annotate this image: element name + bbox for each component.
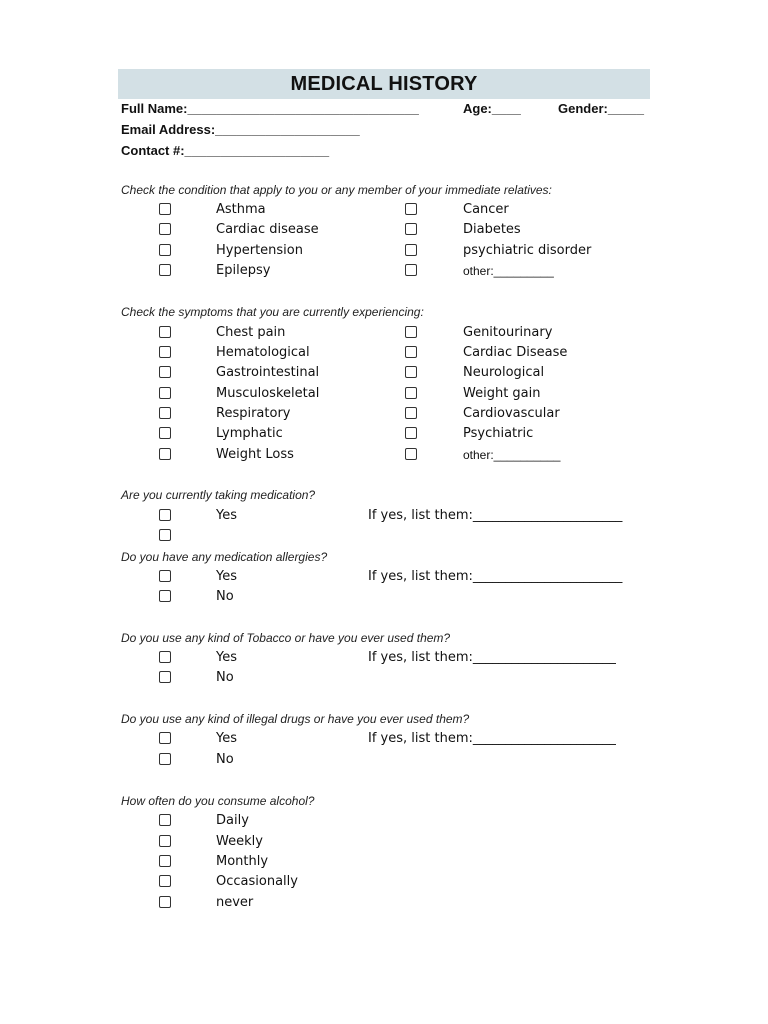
condition-other-field[interactable]: other:_________ <box>463 264 554 278</box>
allergies-yes-checkbox[interactable] <box>159 570 171 582</box>
symptom-label: Psychiatric <box>463 426 534 441</box>
drugs-no-checkbox[interactable] <box>159 753 171 765</box>
symptom-checkbox[interactable] <box>159 326 171 338</box>
symptom-label: Gastrointestinal <box>216 365 320 380</box>
alcohol-question: How often do you consume alcohol? <box>121 794 315 808</box>
tobacco-list-field[interactable]: If yes, list them:______________________ <box>368 650 616 665</box>
symptom-checkbox[interactable] <box>159 366 171 378</box>
condition-label: Epilepsy <box>216 263 271 278</box>
alcohol-checkbox[interactable] <box>159 896 171 908</box>
full-name-field[interactable]: Full Name:________________________________ <box>121 101 419 116</box>
symptom-checkbox[interactable] <box>405 346 417 358</box>
condition-checkbox[interactable] <box>405 203 417 215</box>
symptom-checkbox[interactable] <box>159 448 171 460</box>
condition-checkbox[interactable] <box>159 203 171 215</box>
alcohol-checkbox[interactable] <box>159 814 171 826</box>
symptom-label: Weight gain <box>463 386 541 401</box>
condition-label: psychiatric disorder <box>463 243 592 258</box>
symptom-checkbox[interactable] <box>405 427 417 439</box>
symptom-checkbox[interactable] <box>159 387 171 399</box>
condition-label: Asthma <box>216 202 266 217</box>
condition-label: Hypertension <box>216 243 303 258</box>
symptom-label: Cardiovascular <box>463 406 560 421</box>
condition-checkbox[interactable] <box>405 244 417 256</box>
contact-field[interactable]: Contact #:____________________ <box>121 143 330 158</box>
symptom-label: Weight Loss <box>216 447 294 462</box>
drugs-question: Do you use any kind of illegal drugs or have you ever used them? <box>121 712 470 726</box>
alcohol-checkbox[interactable] <box>159 855 171 867</box>
symptom-checkbox[interactable] <box>405 366 417 378</box>
option-label: Weekly <box>216 834 263 849</box>
symptom-checkbox[interactable] <box>159 407 171 419</box>
option-label: Daily <box>216 813 249 828</box>
symptom-label: Hematological <box>216 345 310 360</box>
symptom-checkbox[interactable] <box>159 346 171 358</box>
allergies-question: Do you have any medication allergies? <box>121 550 328 564</box>
symptom-other-field[interactable]: other:__________ <box>463 448 561 462</box>
option-label: No <box>216 670 234 685</box>
condition-label: Cardiac disease <box>216 222 319 237</box>
symptom-checkbox[interactable] <box>405 387 417 399</box>
allergies-list-field[interactable]: If yes, list them:_______________________ <box>368 569 623 584</box>
symptom-label: Chest pain <box>216 325 286 340</box>
age-field[interactable]: Age:____ <box>463 101 521 116</box>
option-label: Yes <box>216 731 237 746</box>
symptoms-question: Check the symptoms that you are currently experiencing: <box>121 305 424 319</box>
alcohol-checkbox[interactable] <box>159 875 171 887</box>
page-title: MEDICAL HISTORY <box>290 72 478 95</box>
symptom-checkbox[interactable] <box>405 407 417 419</box>
symptom-label: Neurological <box>463 365 545 380</box>
allergies-no-checkbox[interactable] <box>159 590 171 602</box>
option-label: Occasionally <box>216 874 298 889</box>
symptom-label: Cardiac Disease <box>463 345 568 360</box>
condition-checkbox[interactable] <box>405 223 417 235</box>
tobacco-yes-checkbox[interactable] <box>159 651 171 663</box>
condition-checkbox[interactable] <box>405 264 417 276</box>
condition-label: Cancer <box>463 202 509 217</box>
option-label: No <box>216 752 234 767</box>
medication-question: Are you currently taking medication? <box>121 488 316 502</box>
option-label: Yes <box>216 650 237 665</box>
gender-field[interactable]: Gender:_____ <box>558 101 644 116</box>
tobacco-no-checkbox[interactable] <box>159 671 171 683</box>
option-label: Monthly <box>216 854 269 869</box>
symptom-label: Lymphatic <box>216 426 283 441</box>
condition-checkbox[interactable] <box>159 223 171 235</box>
medication-no-checkbox[interactable] <box>159 529 171 541</box>
medication-yes-checkbox[interactable] <box>159 509 171 521</box>
drugs-list-field[interactable]: If yes, list them:______________________ <box>368 731 616 746</box>
option-label: No <box>216 589 234 604</box>
conditions-question: Check the condition that apply to you or any member of your immediate relatives: <box>121 183 552 197</box>
symptom-checkbox[interactable] <box>405 326 417 338</box>
condition-checkbox[interactable] <box>159 264 171 276</box>
option-label: never <box>216 895 254 910</box>
tobacco-question: Do you use any kind of Tobacco or have you ever used them? <box>121 631 451 645</box>
symptom-label: Musculoskeletal <box>216 386 320 401</box>
option-label: Yes <box>216 569 237 584</box>
email-field[interactable]: Email Address:____________________ <box>121 122 360 137</box>
option-label: Yes <box>216 508 237 523</box>
symptom-checkbox[interactable] <box>405 448 417 460</box>
drugs-yes-checkbox[interactable] <box>159 732 171 744</box>
condition-checkbox[interactable] <box>159 244 171 256</box>
medication-list-field[interactable]: If yes, list them:_______________________ <box>368 508 623 523</box>
symptom-label: Genitourinary <box>463 325 553 340</box>
symptom-checkbox[interactable] <box>159 427 171 439</box>
alcohol-checkbox[interactable] <box>159 835 171 847</box>
condition-label: Diabetes <box>463 222 521 237</box>
symptom-label: Respiratory <box>216 406 291 421</box>
title-bar <box>118 69 650 99</box>
